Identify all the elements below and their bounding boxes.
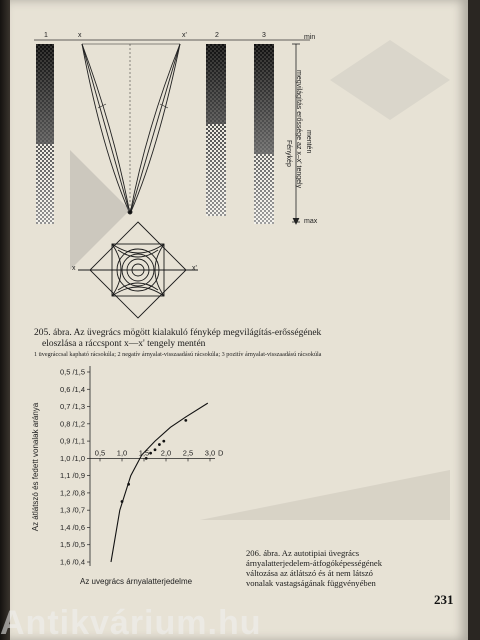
y-tick-label: 1,4 /0,6 bbox=[59, 522, 85, 532]
y-tick-label: 0,5 /1,5 bbox=[59, 367, 85, 377]
column-label-x: x bbox=[78, 32, 82, 39]
caption-205-legend: 1 üvegráccsal kapható rácsokúla; 2 negatív árnyalat-visszaadású rácsokúla; 3 pozitív árnyalat-visszaadású rácsokúla bbox=[34, 351, 322, 358]
x-unit-label: D bbox=[218, 448, 224, 458]
caption-206-line4: vonalak vastagságának függvényében bbox=[246, 578, 376, 588]
rosette-x-prime-label: x' bbox=[192, 265, 197, 272]
data-point bbox=[162, 440, 165, 443]
caption-206-line2: árnyalatterjedelem-átfogóképességének bbox=[246, 558, 382, 568]
y-tick-label: 1,0 /1,0 bbox=[59, 453, 85, 463]
x-tick-label: 1,5 bbox=[138, 448, 150, 458]
axis-min-label: min bbox=[304, 34, 316, 41]
y-axis-title: Az átlátszó és fedett vonalak aránya bbox=[31, 402, 40, 532]
book-page bbox=[10, 0, 468, 640]
figure-206-chart bbox=[10, 0, 468, 640]
y-tick-label: 1,2 /0,8 bbox=[59, 488, 85, 498]
series-curve bbox=[111, 403, 208, 562]
y-tick-label: 1,3 /0,7 bbox=[59, 505, 85, 515]
caption-205-line2: eloszlása a ráccspont x—x' tengely mentén bbox=[42, 339, 206, 349]
x-axis-title: Az uvegrács árnyalatterjedelme bbox=[80, 577, 193, 586]
y-tick-label: 0,8 /1,2 bbox=[59, 419, 85, 429]
y-tick-label: 1,6 /0,4 bbox=[59, 557, 85, 567]
caption-205-line1: 205. ábra. Az üvegrács mögött kialakuló fénykép megvilágítás-erősségének bbox=[34, 328, 322, 338]
column-label-x-prime: x' bbox=[182, 32, 187, 39]
caption-206-line3: változása az átlátszó és át nem látszó bbox=[246, 568, 373, 578]
y-tick-label: 0,9 /1,1 bbox=[59, 436, 85, 446]
column-label-2: 2 bbox=[215, 32, 219, 39]
x-tick-label: 2,5 bbox=[182, 448, 194, 458]
y-tick-label: 1,1 /0,9 bbox=[59, 471, 85, 481]
y-tick-label: 0,7 /1,3 bbox=[59, 402, 85, 412]
shade-band bbox=[200, 470, 450, 520]
figure-206-caption bbox=[246, 548, 446, 588]
data-point bbox=[184, 419, 187, 422]
data-point bbox=[158, 443, 161, 446]
data-point bbox=[127, 483, 130, 486]
x-tick-label: 3,0 bbox=[204, 448, 216, 458]
y-tick-label: 1,5 /0,5 bbox=[59, 540, 85, 550]
side-label-line2: megvilágítás erőssége az x–x' tengely bbox=[295, 70, 302, 189]
data-point bbox=[154, 448, 157, 451]
column-label-3: 3 bbox=[262, 32, 266, 39]
x-tick-label: 0,5 bbox=[94, 448, 106, 458]
side-label-line3: mentén bbox=[305, 130, 312, 154]
data-point bbox=[121, 500, 124, 503]
data-point bbox=[149, 452, 152, 455]
caption-206-line1: 206. ábra. Az autotipiai üvegrács bbox=[246, 548, 360, 558]
watermark: Antikvárium.hu bbox=[0, 606, 262, 640]
rosette-x-label: x bbox=[72, 265, 76, 272]
x-tick-label: 1,0 bbox=[116, 448, 128, 458]
book-spine bbox=[0, 0, 10, 640]
x-tick-label: 2,0 bbox=[160, 448, 172, 458]
side-label-line1: Fénykép bbox=[285, 140, 292, 167]
column-label-1: 1 bbox=[44, 32, 48, 39]
page-number: 231 bbox=[434, 592, 454, 607]
data-point bbox=[145, 457, 148, 460]
y-tick-label: 0,6 /1,4 bbox=[59, 384, 85, 394]
axis-max-label: max bbox=[304, 218, 318, 225]
